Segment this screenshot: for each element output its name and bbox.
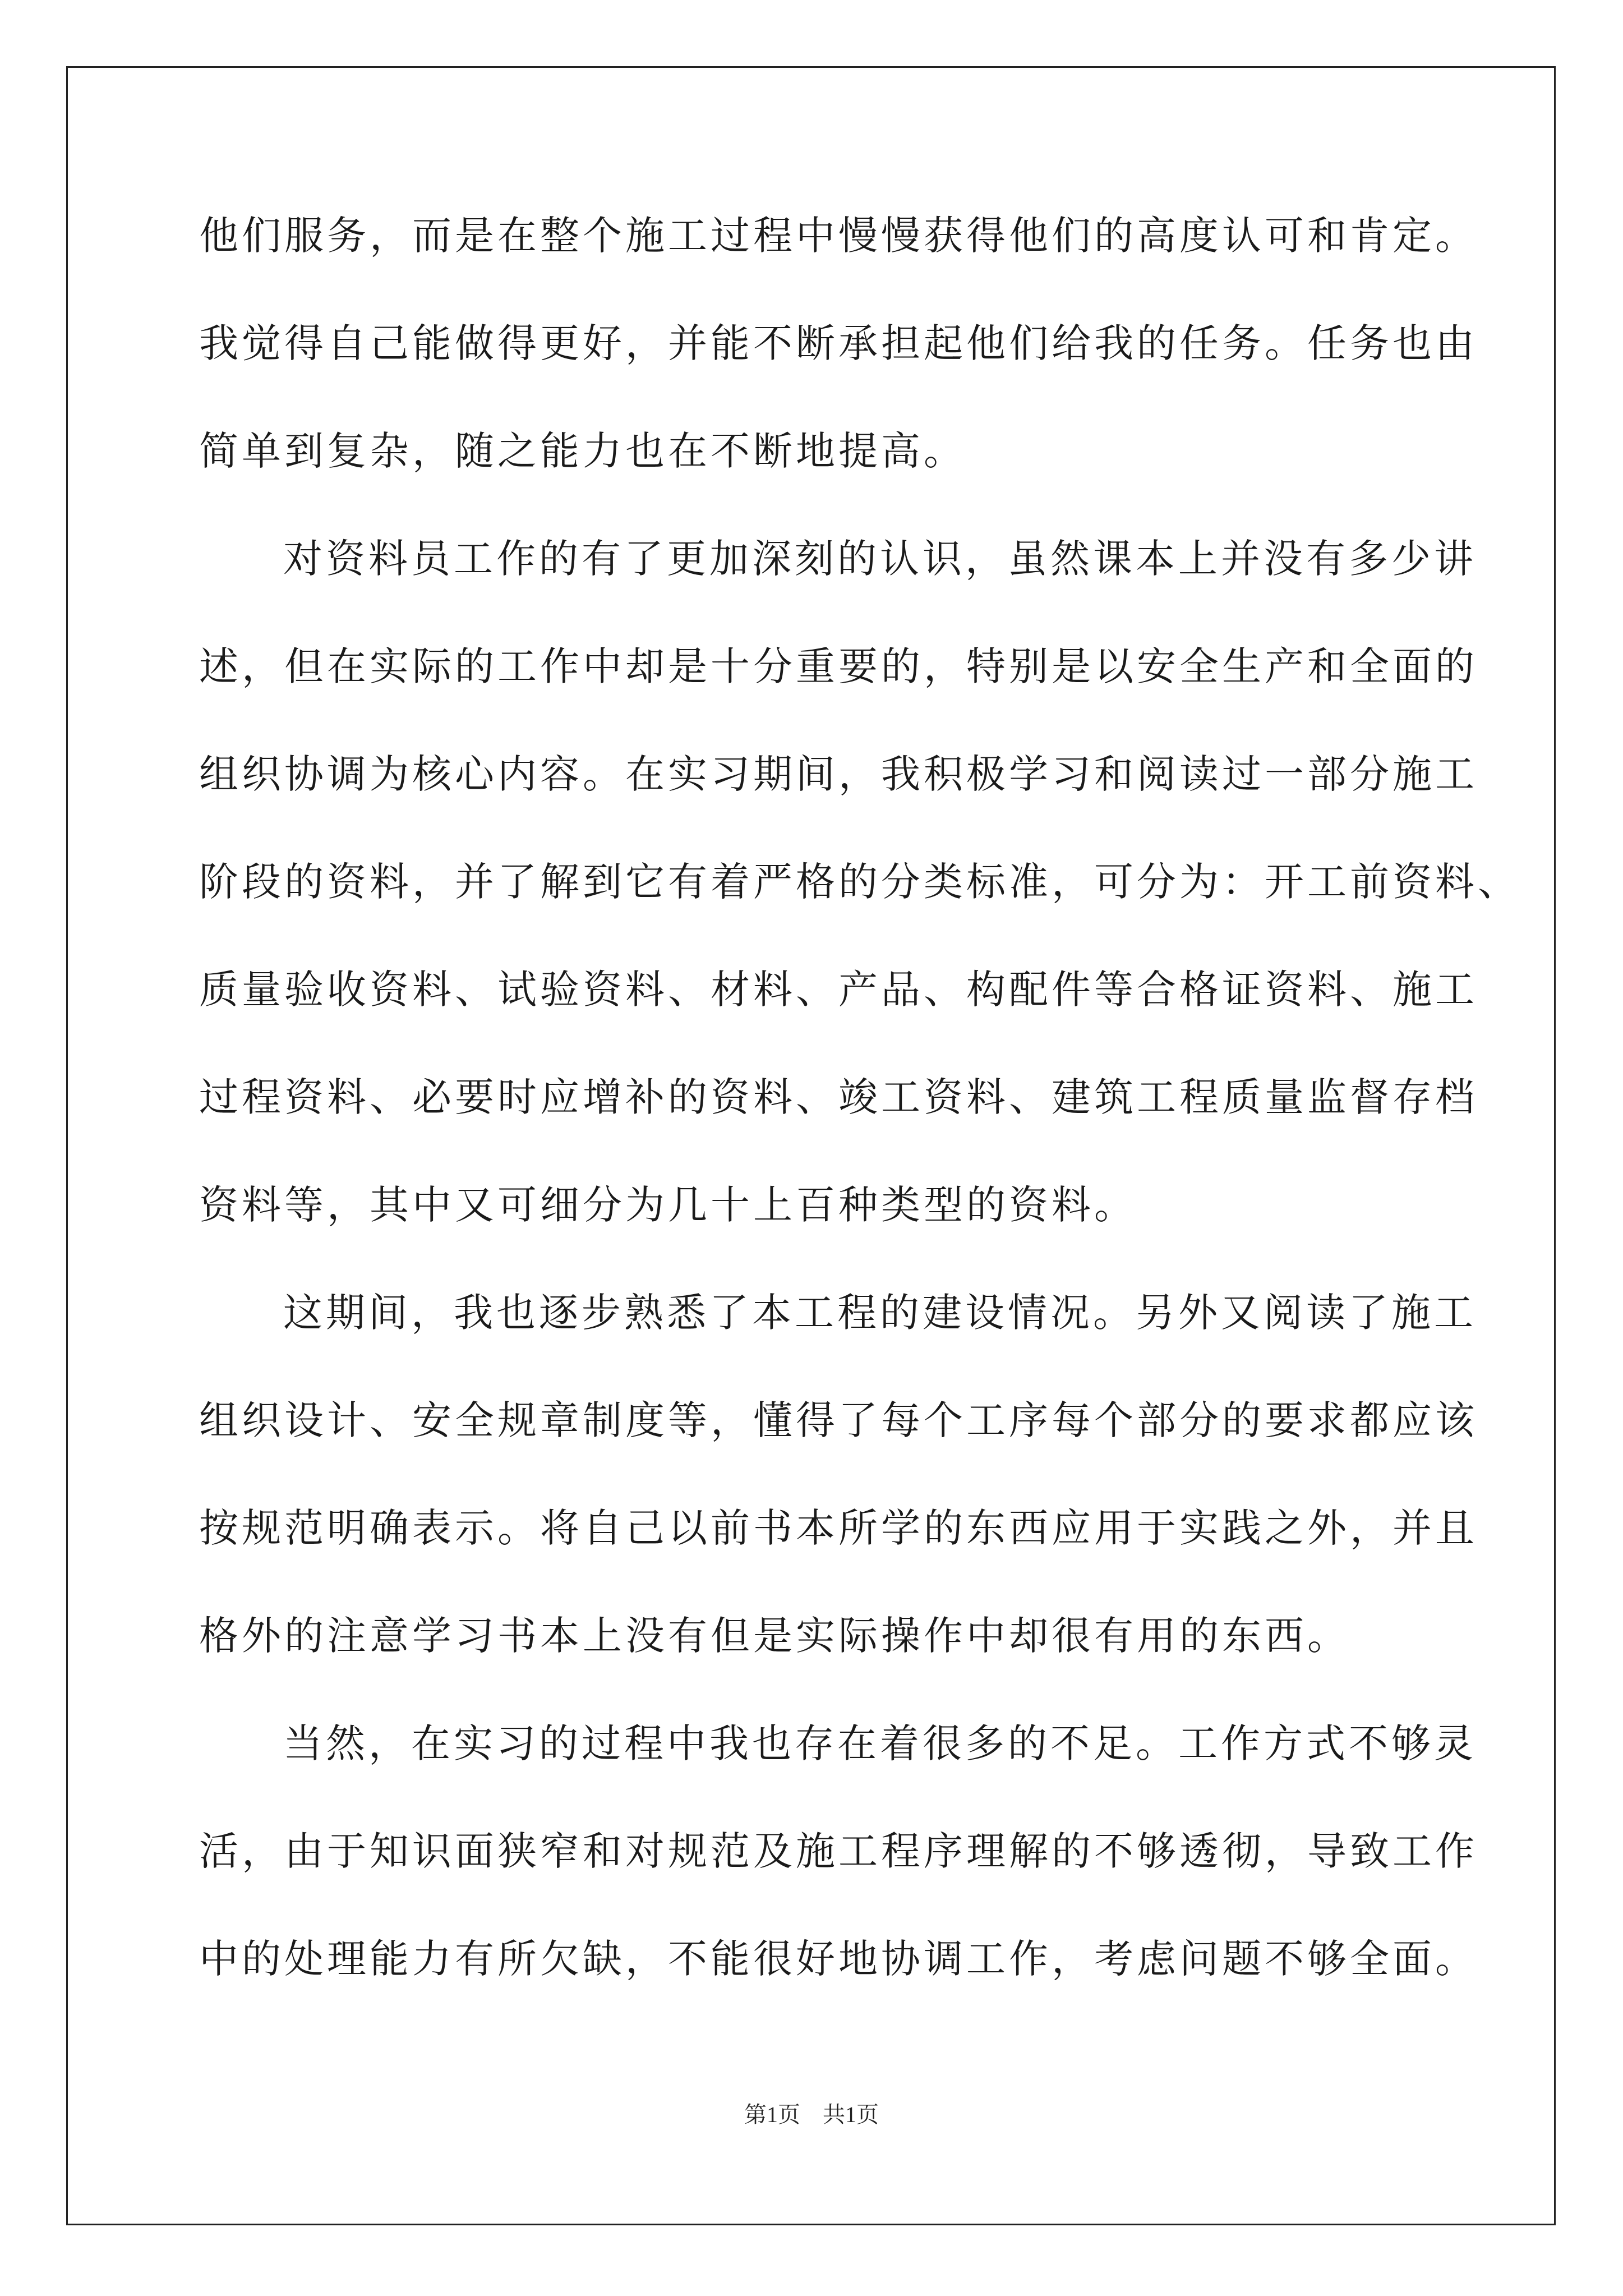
text-line: 述，但在实际的工作中却是十分重要的，特别是以安全生产和全面的	[199, 643, 1478, 689]
text-line: 对资料员工作的有了更加深刻的认识，虽然课本上并没有多少讲	[283, 536, 1477, 582]
text-line: 组织协调为核心内容。在实习期间，我积极学习和阅读过一部分施工	[199, 751, 1478, 797]
text-line: 按规范明确表示。将自己以前书本所学的东西应用于实践之外，并且	[199, 1505, 1478, 1551]
text-line: 中的处理能力有所欠缺，不能很好地协调工作，考虑问题不够全面。	[199, 1936, 1478, 1982]
text-line: 格外的注意学习书本上没有但是实际操作中却很有用的东西。	[199, 1613, 1350, 1659]
text-line: 过程资料、必要时应增补的资料、竣工资料、建筑工程质量监督存档	[199, 1074, 1478, 1120]
text-line: 活，由于知识面狭窄和对规范及施工程序理解的不够透彻，导致工作	[199, 1828, 1478, 1874]
text-line: 这期间，我也逐步熟悉了本工程的建设情况。另外又阅读了施工	[283, 1290, 1477, 1336]
text-line: 阶段的资料，并了解到它有着严格的分类标准，可分为：开工前资料、	[199, 859, 1520, 905]
text-line: 他们服务，而是在整个施工过程中慢慢获得他们的高度认可和肯定。	[199, 213, 1478, 259]
text-line: 组织设计、安全规章制度等，懂得了每个工序每个部分的要求都应该	[199, 1397, 1478, 1443]
text-line: 资料等，其中又可细分为几十上百种类型的资料。	[199, 1182, 1137, 1228]
page-number-footer: 第1页 共1页	[744, 2102, 879, 2127]
text-line: 简单到复杂，随之能力也在不断地提高。	[199, 428, 966, 474]
text-line: 质量验收资料、试验资料、材料、产品、构配件等合格证资料、施工	[199, 967, 1478, 1013]
text-line: 当然，在实习的过程中我也存在着很多的不足。工作方式不够灵	[283, 1720, 1477, 1766]
document-body	[199, 208, 1520, 2039]
text-line: 我觉得自己能做得更好，并能不断承担起他们给我的任务。任务也由	[199, 320, 1478, 366]
